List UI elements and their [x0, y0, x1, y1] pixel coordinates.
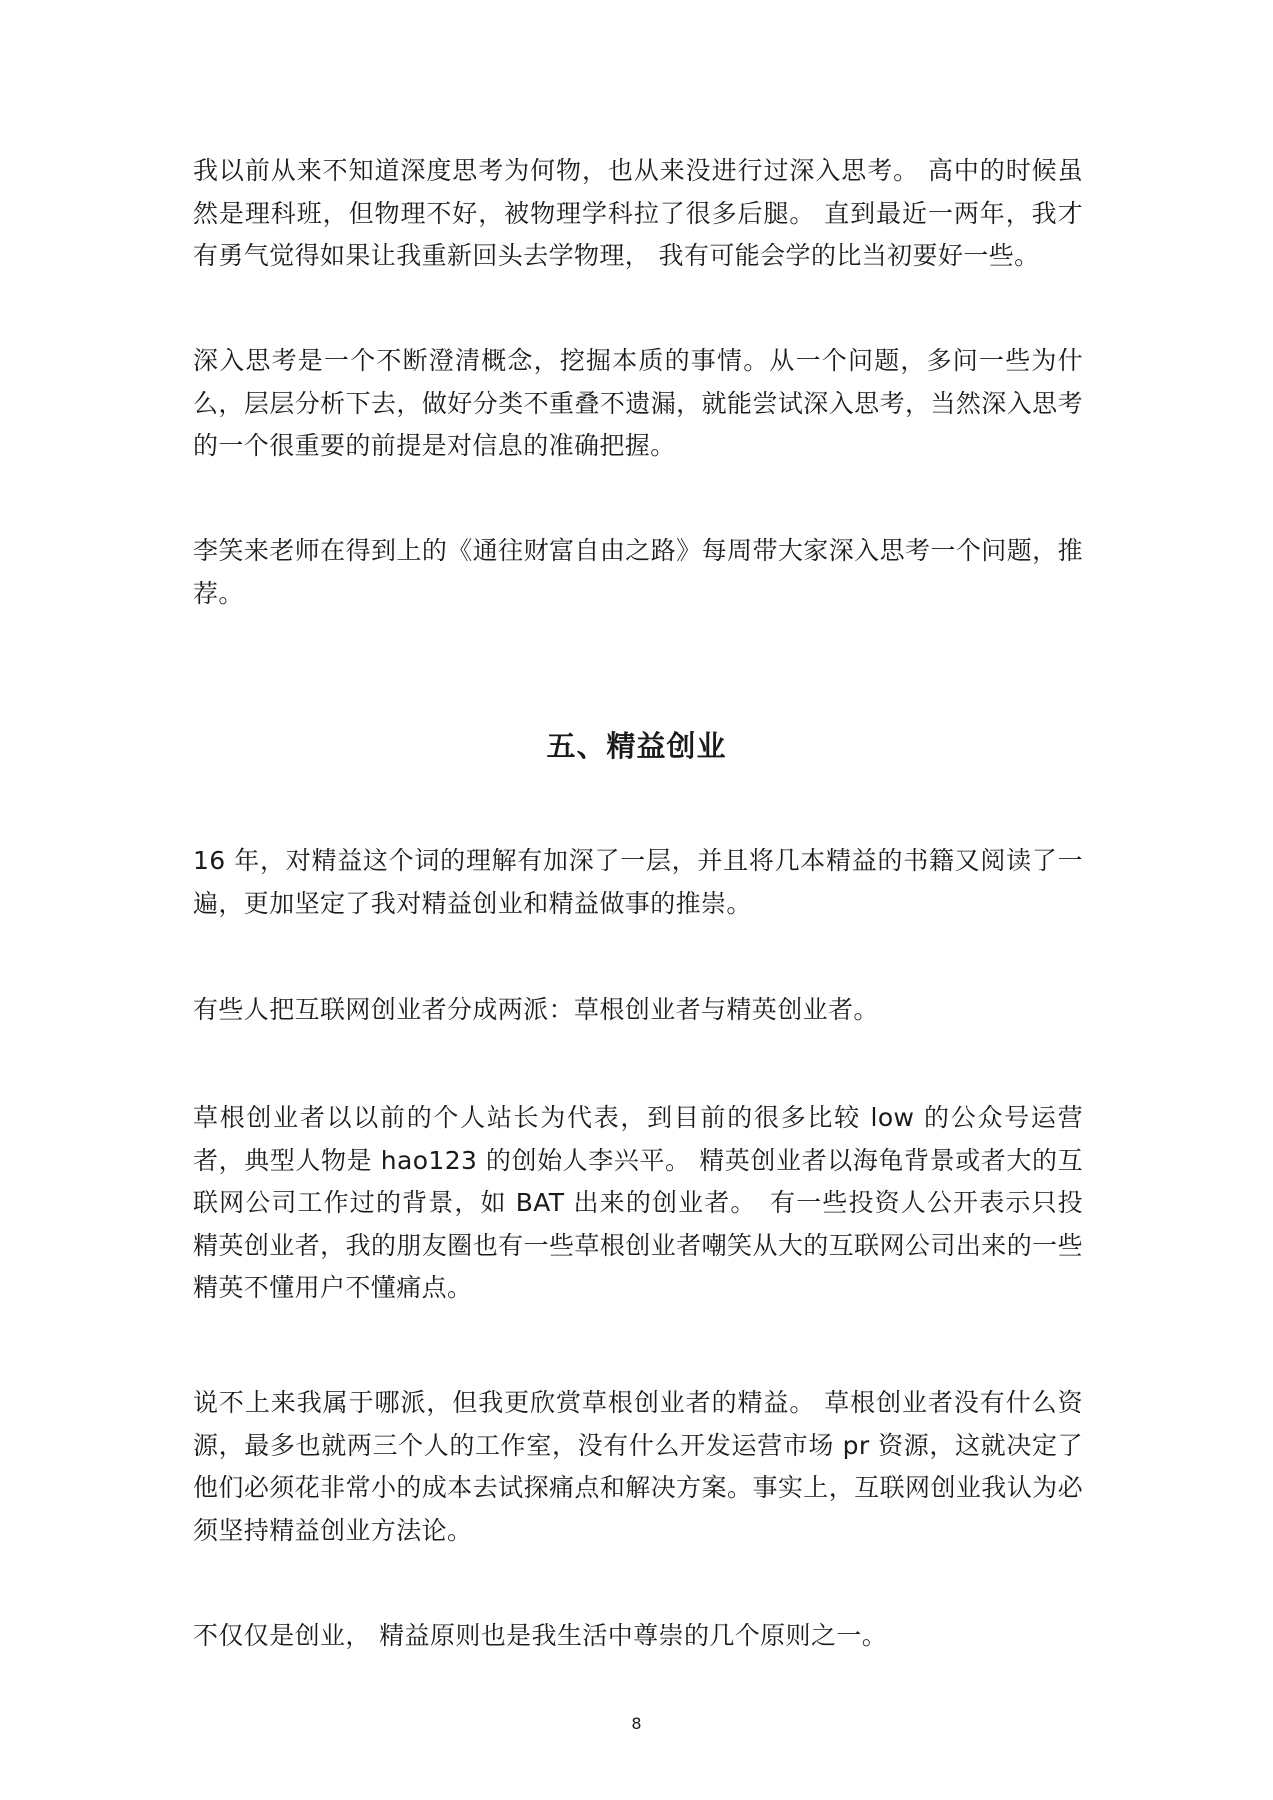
paragraph-lean-principle: 不仅仅是创业， 精益原则也是我生活中尊崇的几个原则之一。: [193, 1621, 888, 1650]
paragraph-grassroots-vs-elite: 草根创业者以以前的个人站长为代表，到目前的很多比较 low 的公众号运营者，典型人物是 hao123 的创始人李兴平。 精英创业者以海龟背景或者大的互联网公司工作过的背景，如 BAT 出来的创业者。 有一些投资人公开表示只投精英创业者，我的朋友圈也有一些草根创业者嘲笑从大的互联网公司出来的一些精英不懂用户不懂痛点。: [193, 1103, 1083, 1302]
paragraph-deep-thinking-definition: 深入思考是一个不断澄清概念，挖掘本质的事情。从一个问题，多问一些为什么，层层分析下去，做好分类不重叠不遗漏，就能尝试深入思考，当然深入思考的一个很重要的前提是对信息的准确把握。: [193, 346, 1083, 460]
paragraph-recommendation: 李笑来老师在得到上的《通往财富自由之路》每周带大家深入思考一个问题，推荐。: [193, 536, 1083, 608]
section-heading: 五、精益创业: [546, 729, 727, 763]
paragraph-lean-understanding: 16 年，对精益这个词的理解有加深了一层，并且将几本精益的书籍又阅读了一遍，更加坚定了我对精益创业和精益做事的推崇。: [193, 846, 1083, 918]
paragraph-lean-preference: 说不上来我属于哪派，但我更欣赏草根创业者的精益。 草根创业者没有什么资源，最多也就两三个人的工作室，没有什么开发运营市场 pr 资源，这就决定了他们必须花非常小的成本去试探痛点和解决方案。事实上，互联网创业我认为必须坚持精益创业方法论。: [193, 1388, 1084, 1545]
page-number: 8: [631, 1714, 642, 1733]
paragraph-two-camps: 有些人把互联网创业者分成两派：草根创业者与精英创业者。: [193, 995, 879, 1024]
paragraph-deep-thinking-intro: 我以前从来不知道深度思考为何物，也从来没进行过深入思考。 高中的时候虽然是理科班，但物理不好，被物理学科拉了很多后腿。 直到最近一两年，我才有勇气觉得如果让我重新回头去学物理， 我有可能会学的比当初要好一些。: [193, 156, 1083, 270]
